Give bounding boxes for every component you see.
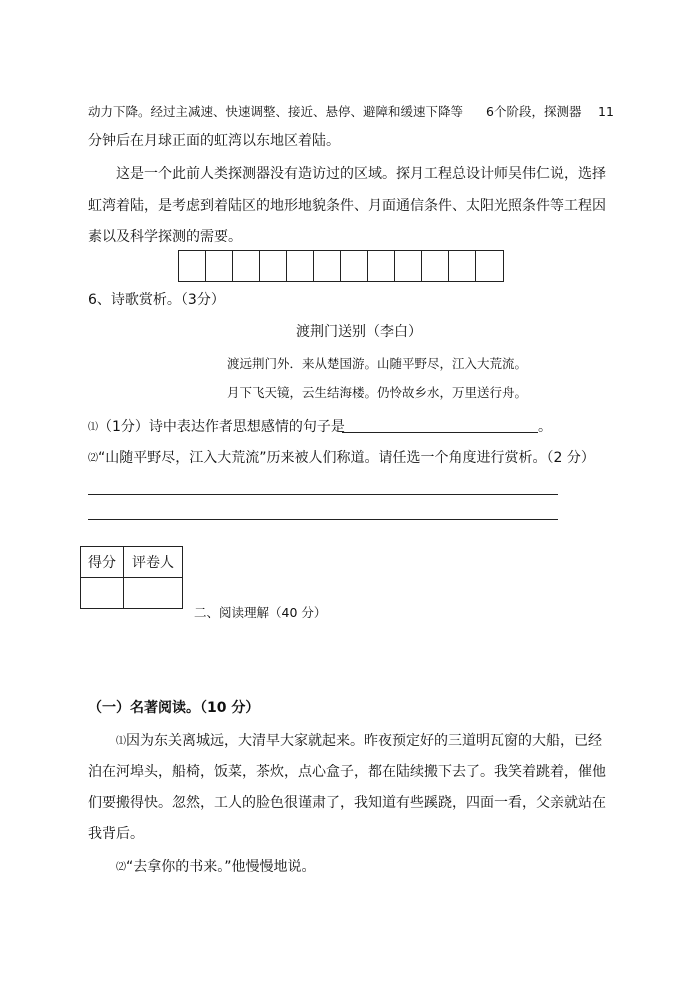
intro-line-1-right: 11: [598, 104, 614, 119]
q6-sub1-answer-blank[interactable]: [342, 432, 538, 433]
intro-line-2: 分钟后在月球正面的虹湾以东地区着陆。: [88, 133, 340, 149]
intro-para2-line-3: 素以及科学探测的需要。: [88, 229, 242, 245]
reading-1-p2: [116, 852, 316, 884]
score-header: 得分: [81, 547, 124, 578]
grid-cell[interactable]: [206, 251, 233, 281]
intro-line-1: [88, 96, 463, 127]
q6-sub2-text: “山随平野尽，江入大荒流”历来被人们称道。请任选一个角度进行赏析。（2 分）: [98, 450, 595, 466]
score-table: [80, 546, 183, 609]
score-cell[interactable]: [81, 578, 124, 609]
grid-cell[interactable]: [341, 251, 368, 281]
grid-cell[interactable]: [449, 251, 476, 281]
reading-1-p1-mark: ⑴: [116, 736, 126, 747]
intro-para2-line-2: 虹湾着陆，是考虑到着陆区的地形地貌条件、月面通信条件、太阳光照条件等工程因: [88, 198, 606, 214]
q6-sub1-text: （1分）诗中表达作者思想感情的句子是: [98, 419, 345, 435]
q6-sub1-mark: ⑴: [88, 422, 98, 433]
intro-para2-line-1: 这是一个此前人类探测器没有造访过的区域。探月工程总设计师吴伟仁说，选择: [116, 166, 606, 182]
grid-cell[interactable]: [368, 251, 395, 281]
reading-1-p1-line-1-text: 因为东关离城远，大清早大家就起来。昨夜预定好的三道明瓦窗的大船，已经: [126, 733, 602, 749]
section-2-title: 二、阅读理解（40 分）: [194, 605, 327, 620]
grid-cell[interactable]: [287, 251, 314, 281]
grid-cell[interactable]: [476, 251, 503, 281]
q6-sub1-end: 。: [538, 419, 552, 435]
grader-header: 评卷人: [124, 547, 183, 578]
q6-sub1: [88, 412, 345, 444]
reading-1-p1-line-4: 我背后。: [88, 826, 144, 842]
grid-cell[interactable]: [314, 251, 341, 281]
reading-1-p1-line-2: 泊在河埠头，船椅，饭菜，茶炊，点心盒子，都在陆续搬下去了。我笑着跳着，催他: [88, 764, 606, 780]
reading-1-p2-mark: ⑵: [116, 862, 126, 873]
grid-cell[interactable]: [179, 251, 206, 281]
reading-1-p1-line-3: 们要搬得快。忽然，工人的脸色很谨肃了，我知道有些蹊跷，四面一看，父亲就站在: [88, 795, 606, 811]
poem-title: 渡荆门送别（李白）: [296, 324, 422, 340]
reading-1-p1-line-1: [116, 726, 602, 758]
intro-line-1-left: 动力下降。经过主减速、快速调整、接近、悬停、避障和缓速下降等: [88, 104, 464, 119]
poem-line-2: 月下飞天镜，云生结海楼。仍怜故乡水，万里送行舟。: [227, 385, 528, 400]
q6-sub2-answer-line-2[interactable]: [88, 519, 558, 520]
q6-sub2-mark: ⑵: [88, 453, 98, 464]
grid-cell[interactable]: [233, 251, 260, 281]
q6-title: 6、诗歌赏析。（3分）: [88, 292, 225, 308]
grader-cell[interactable]: [124, 578, 183, 609]
poem-line-1: 渡远荆门外．来从楚国游。山随平野尽，江入大荒流。: [227, 356, 528, 371]
q6-sub2: [88, 443, 595, 475]
grid-cell[interactable]: [395, 251, 422, 281]
grid-cell[interactable]: [260, 251, 287, 281]
reading-1-title: （一）名著阅读。（10 分）: [88, 700, 260, 716]
q6-sub2-answer-line-1[interactable]: [88, 494, 558, 495]
answer-grid[interactable]: [178, 250, 504, 282]
reading-1-p2-text: “去拿你的书来。”他慢慢地说。: [126, 859, 316, 875]
grid-cell[interactable]: [422, 251, 449, 281]
intro-line-1-mid: 6个阶段，探测器: [486, 104, 582, 119]
